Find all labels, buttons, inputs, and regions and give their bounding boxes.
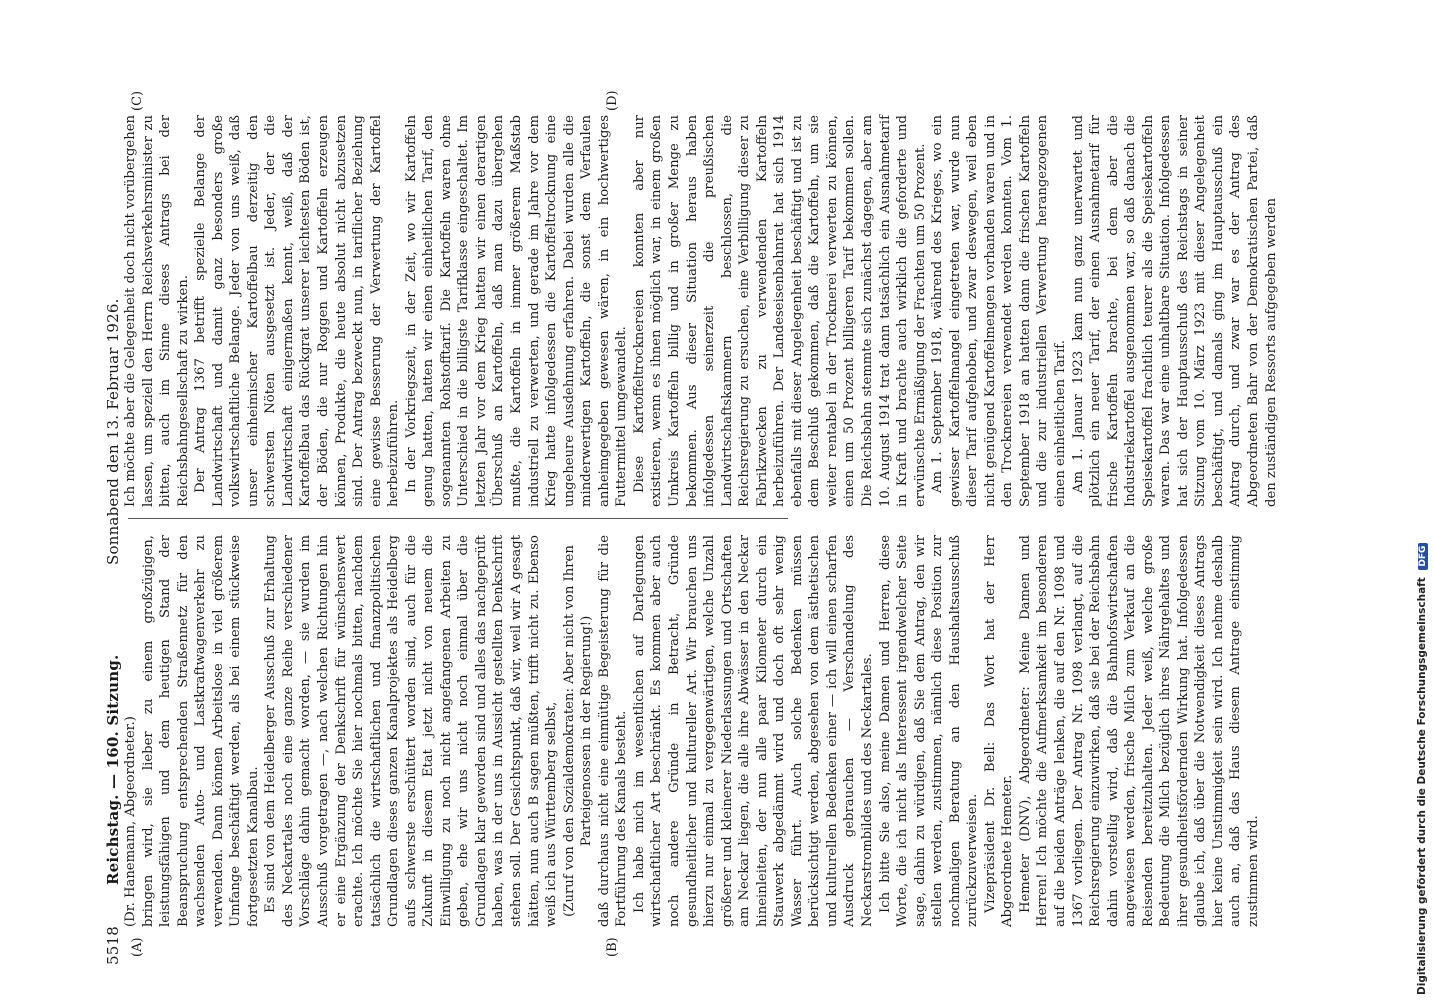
margin-marker-c: (C) xyxy=(130,90,145,111)
paragraph: Ich habe mich im wesentlichen auf Darlegungen wirtschaftlicher Art beschränkt. Es kommen aber auch noch andere Gründe in Betracht, Gründe gesundheitlicher und kultureller Art. Wir brauchen uns hierzu nur einmal zu vergegenwärtigen, welche Unzahl größerer und kleinerer Niederlassungen und Ortschaften am Neckar liegen, die alle ihre Abwässer in den Neckar hineinleiten, der nun alle paar Kilometer durch ein Stauwerk abgedämmt wird und doch oft sehr wenig Wasser führt. Auch solche Bedenken müssen berücksichtigt werden, abgesehen von dem ästhetischen und kulturellen Bedenken einer — ich will einen scharfen Ausdruck gebrauchen — Verschandelung des Neckarstrombildes und des Neckartales. xyxy=(631,535,875,927)
paragraph: Am 1. September 1918, während des Krieges, wo ein gewisser Kartoffelmangel eingetreten war, wurde nun dieser Tarif aufgehoben, und zwar deswegen, weil eben nicht genügend Kartoffelmengen vorhanden waren und in den Trocknereien verwendet werden konnten. Vom 1. September 1918 an hatten dann die frischen Kartoffeln und die zur industriellen Verwertung herangezogenen einen einheitlichen Tarif. xyxy=(930,115,1068,507)
document-page xyxy=(100,75,1340,975)
paragraph: Es sind von dem Heidelberger Ausschuß zur Erhaltung des Neckartales noch eine ganze Reihe verschiedener Vorschläge dahin gemacht worden, — sie wurden im Ausschuß vorgetragen —, nach welchen Richtungen hin er eine Ergänzung der Denkschrift für wünschenswert erachte. Ich möchte Sie hier nochmals bitten, nachdem tatsächlich die wirtschaftlichen und finanzpolitischen Grundlagen dieses ganzen Kanalprojektes als Heidelberg aufs schwerste erschüttert worden sind, auch für die Zukunft in diesem Etat jetzt nicht von neuem die Einwilligung zu noch nicht angefangenen Arbeiten zu geben, ehe wir uns nicht noch einmal über die Grundlagen klar geworden sind und alles das nachgeprüft haben, was in der uns in Aussicht gestellten Denkschrift stehen soll. Der Gesichtspunkt, daß wir, weil wir A gesagt hätten, nun auch B sagen müßten, trifft nicht zu. Ebenso weiß ich aus Württemberg selbst, xyxy=(263,535,560,927)
digitization-credit xyxy=(1416,5,1434,995)
paragraph: Ich bitte Sie also, meine Damen und Herren, diese Worte, die ich nicht als Interessent irgendwelcher Seite sage, dahin zu würdigen, daß Sie dem Antrag, den wir stellen werden, zustimmen, nämlich diese Position zur nochmaligen Beratung an den Haushaltsausschuß zurückzuverweisen. xyxy=(877,535,981,927)
column-divider xyxy=(128,518,788,519)
page-title: Reichstag. — 160. Sitzung. xyxy=(104,654,122,885)
dfg-logo: DFG xyxy=(1418,543,1428,570)
paragraph: Diese Kartoffeltrocknereien konnten aber nur existieren, wenn es ihnen möglich war, in einem großen Umkreis Kartoffeln billig und in großer Menge zu bekommen. Aus dieser Situation heraus haben infolgedessen seinerzeit die preußischen Landwirtschaftskammern beschlossen, die Reichsregierung zu ersuchen, eine Verbilligung dieser zu Fabrikzwecken zu verwendenden Kartoffeln herbeizuführen. Der Landeseisenbahnrat hat sich 1914 ebenfalls mit dieser Angelegenheit beschäftigt und ist zu dem Beschluß gekommen, daß die Kartoffeln, um sie weiter rentabel in der Trocknerei verwerten zu können, einen um 50 Prozent billigeren Tarif bekommen sollen. Die Reichsbahn stemmte sich zunächst dagegen, aber am 10. August 1914 trat dann tatsächlich ein Ausnahmetarif in Kraft und brachte auch wirklich die geforderte und erwünschte Ermäßigung der Frachten um 50 Prozent. xyxy=(631,115,928,507)
margin-marker-b: (B) xyxy=(605,937,620,957)
speaker-paragraph: Hemeter (DNV), Abgeordneter: Meine Damen und Herren! Ich möchte die Aufmerksamkeit im besonderen auf die beiden Anträge lenken, die auf den Nr. 1098 und 1367 vorliegen. Der Antrag Nr. 1098 verlangt, auf die Reichsregierung einzuwirken, daß sie bei der Reichsbahn dahin vorstellig wird, daß die Bahnhofswirtschaften angewiesen werden, frische Milch zum Verkauf an die Reisenden bereitzuhalten. Jeder weiß, welche große Bedeutung die Milch bezüglich ihres Nährgehaltes und ihrer gesundheitsfördernden Wirkung hat. Infolgedessen glaube ich, daß über die Notwendigkeit dieses Antrags hier keine Unstimmigkeit sein wird. Ich nehme deshalb auch an, daß das Haus diesem Antrage einstimmig zustimmen wird. xyxy=(1017,535,1261,927)
paragraph: bringen wird, sie lieber zu einem großzügigen, leistungsfähigen und dem heutigen Stand der Beanspruchung entsprechenden Straßennetz für den wachsenden Auto- und Lastkraftwagenverkehr zu verwenden. Dann können Arbeitslose in viel größerem Umfange beschäftigt werden, als bei einem stückweise fortgesetzten Kanalbau. xyxy=(140,535,261,927)
page-header xyxy=(104,75,124,975)
right-column xyxy=(122,115,1280,507)
margin-marker-d: (D) xyxy=(605,90,620,111)
page-number: 5518 xyxy=(104,926,122,965)
session-date: Sonnabend den 13. Februar 1926. xyxy=(104,298,122,565)
margin-marker-a: (A) xyxy=(130,937,145,957)
credit-text: Digitalisierung gefördert durch die Deutsche Forschungsgemeinschaft xyxy=(1416,577,1428,995)
left-column xyxy=(122,535,1263,927)
speaker-continuation: (Dr. Hanemann, Abgeordneter.) xyxy=(123,716,138,927)
paragraph: daß durchaus nicht eine einmütige Begeisterung für die Fortführung des Kanals besteht. xyxy=(596,535,630,927)
paragraph: Am 1. Januar 1923 kam nun ganz unerwartet und plötzlich ein neuer Tarif, der einen Ausnahmetarif für frische Kartoffeln brachte, bei dem aber die Industriekartoffel ausgenommen war, so daß danach die Speisekartoffel frachtlich teurer als die Speisekartoffeln waren. Das war eine unhaltbare Situation. Infolgedessen hat sich der Hauptausschuß des Reichstags in seiner Sitzung vom 10. März 1923 mit dieser Angelegenheit beschäftigt, und damals ging im Hauptausschuß ein Antrag durch, und zwar war es der Antrag des Abgeordneten Bahr von der Demokratischen Partei, daß den zuständigen Ressorts aufgegeben werden xyxy=(1070,115,1279,507)
chair-statement: Vizepräsident Dr. Bell: Das Wort hat der Herr Abgeordnete Hemeter. xyxy=(982,535,1016,927)
paragraph: Der Antrag 1367 betrifft spezielle Belange der Landwirtschaft und damit ganz besonders große volkswirtschaftliche Belange. Jeder von uns weiß, daß unser einheimischer Kartoffelbau derzeitig den schwersten Nöten ausgesetzt ist. Jeder, der die Landwirtschaft einigermaßen kennt, weiß, daß der Kartoffelbau das Rückgrat unserer leichtesten Böden ist, der Böden, die nur Roggen und Kartoffeln erzeugen können, Produkte, die heute absolut nicht abzusetzen sind. Der Antrag bezweckt nun, in tariflicher Beziehung eine gewisse Besserung der Verwertung der Kartoffel herbeizuführen. xyxy=(193,115,402,507)
paragraph: Ich möchte aber die Gelegenheit doch nicht vorübergehen lassen, um speziell den Herrn Reichsverkehrsminister zu bitten, auch im Sinne dieses Antrags bei der Reichsbahngesellschaft zu wirken. xyxy=(123,115,191,507)
interjection: (Zuruf von den Sozialdemokraten: Aber nicht von Ihren Parteigenossen in der Regierung!) xyxy=(561,545,595,917)
paragraph: In der Vorkriegszeit, in der Zeit, wo wir Kartoffeln genug hatten, hatten wir einen einheitlichen Tarif, den sogenannten Rohstofftarif. Die Kartoffeln waren ohne Unterschied in die billigste Tarifklasse eingeschaltet. Im letzten Jahr vor dem Krieg hatten wir einen derartigen Überschuß an Kartoffeln, daß man dazu übergehen mußte, die Kartoffeln in immer größerem Maßstab industriell zu verwerten, und gerade im Jahre vor dem Krieg hatte infolgedessen die Kartoffeltrocknung eine ungeheure Ausdehnung erfahren. Dabei wurden alle die minderwertigen Kartoffeln, die sonst dem Verfaulen anheimgegeben gewesen wären, in ein hochwertiges Futtermittel umgewandelt. xyxy=(403,115,630,507)
